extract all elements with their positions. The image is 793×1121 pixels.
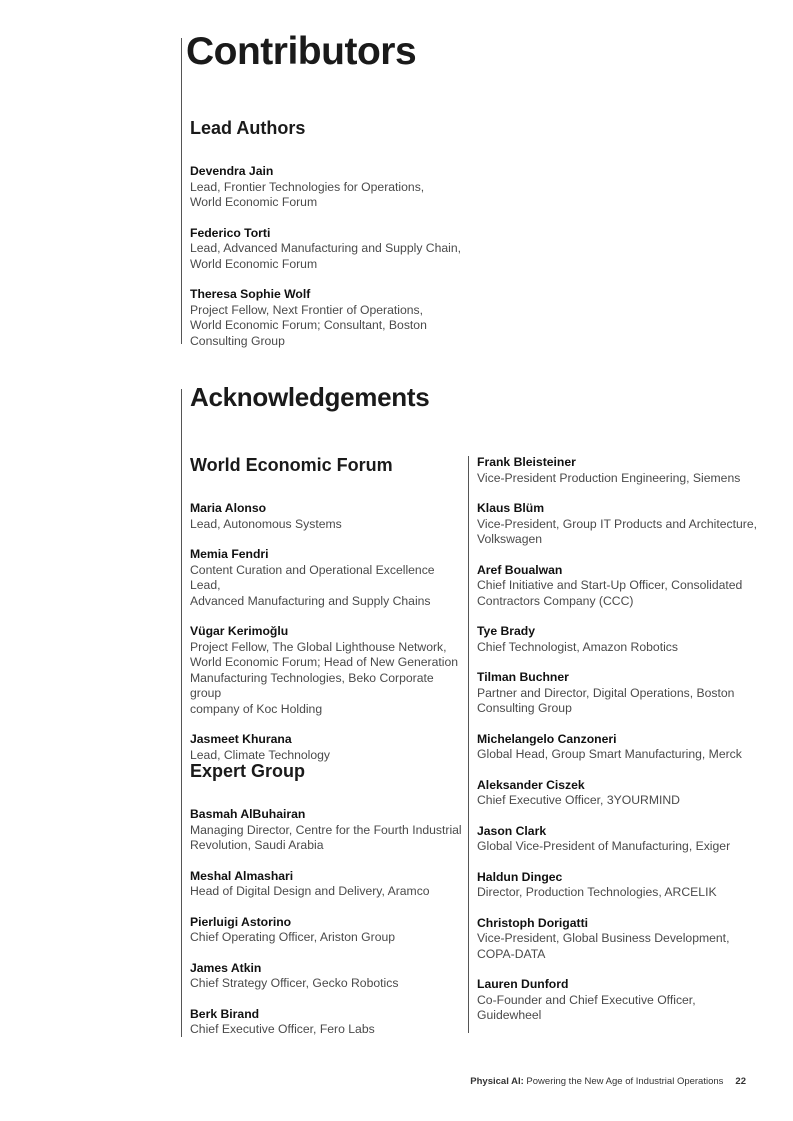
contributor-role-line: Chief Operating Officer, Ariston Group [190,930,396,944]
contributor-name: Pierluigi Astorino [190,914,292,929]
contributor-entry [477,501,757,548]
contributor-entry [477,670,757,717]
contributor-role-line: Chief Initiative and Start-Up Officer, Consolidated [477,578,743,592]
contributor-entry [477,624,757,655]
contributor-role-line: Chief Strategy Officer, Gecko Robotics [190,976,399,990]
contributor-name: Berk Birand [190,1006,260,1021]
contributor-role-line: Global Head, Group Smart Manufacturing, Merck [477,747,742,761]
contributor-name: Michelangelo Canzoneri [477,731,617,746]
contributor-role-line: Partner and Director, Digital Operations, Boston [477,685,735,700]
contributor-name: Tilman Buchner [477,670,569,684]
contributor-entry [477,778,757,809]
contributor-entry [190,869,465,900]
contributor-role-line: Content Curation and Operational Excellence Lead, [190,562,435,592]
contributor-entry [190,226,465,273]
contributor-role-line: Lead, Autonomous Systems [190,516,342,531]
contributor-entry [190,807,465,854]
contributor-role-line: Chief Technologist, Amazon Robotics [477,639,678,654]
contributor-role-line: Revolution, Saudi Arabia [190,838,324,852]
contributor-role-line: Vice-President, Group IT Products and Architecture, [477,516,758,531]
contributor-name: Jason Clark [477,823,547,838]
contributor-entry [190,547,465,609]
contributor-name: Devendra Jain [190,164,274,178]
contributor-entry [477,563,757,610]
contributor-role-line: Chief Executive Officer, Fero Labs [190,1022,375,1036]
contributor-role-line: Project Fellow, The Global Lighthouse Network, [190,639,447,654]
contributor-name: Theresa Sophie Wolf [190,287,311,301]
contributor-entry [190,1007,465,1038]
footer-report-title: Powering the New Age of Industrial Operations [523,1076,724,1087]
acknowledgements-heading: Acknowledgements [190,382,430,412]
contributor-role-line: Volkswagen [477,532,543,546]
contributor-role-line: World Economic Forum [190,256,318,271]
contributor-role-line: Project Fellow, Next Frontier of Operations, [190,302,424,317]
contributor-role-line: Contractors Company (CCC) [477,593,634,608]
contributor-entry [190,961,465,992]
contributor-role-line: Lead, Frontier Technologies for Operations, [190,179,425,194]
contributor-name: Jasmeet Khurana [190,732,292,746]
wef-section-title: World Economic Forum [190,455,393,475]
contributor-name: Tye Brady [477,624,536,638]
contributors-heading: Contributors [186,30,417,73]
contributor-role-line: World Economic Forum [190,195,318,209]
contributor-role-line: World Economic Forum; Head of New Generation [190,655,459,669]
contributor-role-line: Vice-President, Global Business Development, [477,931,730,945]
lead-authors-title: Lead Authors [190,118,306,138]
contributor-entry [477,916,757,963]
wef-list [190,501,465,781]
contributor-role-line: Managing Director, Centre for the Fourth Industrial [190,822,462,837]
contributor-entry [477,732,757,763]
contributor-name: Haldun Dingec [477,869,563,884]
contributor-role-line: Chief Executive Officer, 3YOURMIND [477,793,680,807]
contributor-entry [190,915,465,946]
contributor-name: Meshal Almashari [190,868,294,883]
contributor-entry [190,164,465,211]
contributor-entry [190,287,465,349]
expert-group-list [190,807,465,1053]
expert-group-title: Expert Group [190,761,306,781]
contributor-role-line: Director, Production Technologies, ARCELIK [477,885,717,899]
contributor-entry [477,870,757,901]
expert-group-list-continued [477,455,757,1039]
contributor-role-line: COPA-DATA [477,946,546,961]
contributor-name: Memia Fendri [190,547,269,561]
contributor-role-line: Consulting Group [477,701,572,715]
contributor-name: Maria Alonso [190,501,267,515]
contributor-entry [190,501,465,532]
contributor-name: Frank Bleisteiner [477,455,576,469]
contributor-entry [190,624,465,717]
contributor-name: Vügar Kerimoğlu [190,624,289,638]
contributor-name: Federico Torti [190,225,271,240]
contributor-entry [477,977,757,1024]
contributor-name: Basmah AlBuhairan [190,807,306,821]
contributor-role-line: company of Koc Holding [190,701,323,716]
contributor-role-line: World Economic Forum; Consultant, Boston [190,318,427,332]
contributor-role-line: Guidewheel [477,1008,542,1022]
contributor-role-line: Global Vice-President of Manufacturing, Exiger [477,839,731,853]
page-number: 22 [735,1076,746,1087]
contributor-name: Lauren Dunford [477,977,569,991]
acknowledgements-rule [181,389,182,1037]
contributor-name: James Atkin [190,960,262,975]
contributor-entry [190,732,465,763]
contributor-entry [477,824,757,855]
contributor-role-line: Lead, Climate Technology [190,747,331,762]
contributor-name: Klaus Blüm [477,501,545,515]
footer-report-title-bold: Physical AI: [470,1076,524,1087]
page-footer [470,1076,746,1087]
contributor-name: Aref Boualwan [477,562,563,577]
contributor-role-line: Advanced Manufacturing and Supply Chains [190,593,431,608]
contributor-role-line: Co-Founder and Chief Executive Officer, [477,992,696,1007]
contributor-role-line: Head of Digital Design and Delivery, Aramco [190,884,430,898]
contributor-role-line: Lead, Advanced Manufacturing and Supply Chain, [190,241,462,255]
contributor-name: Aleksander Ciszek [477,777,585,792]
contributor-role-line: Consulting Group [190,333,285,348]
contributor-name: Christoph Dorigatti [477,915,589,930]
contributor-role-line: Vice-President Production Engineering, Siemens [477,470,741,485]
contributors-rule [181,38,182,344]
lead-authors-list [190,164,465,364]
contributor-entry [477,455,757,486]
contributor-role-line: Manufacturing Technologies, Beko Corporate group [190,670,434,700]
right-column-rule [468,456,469,1033]
